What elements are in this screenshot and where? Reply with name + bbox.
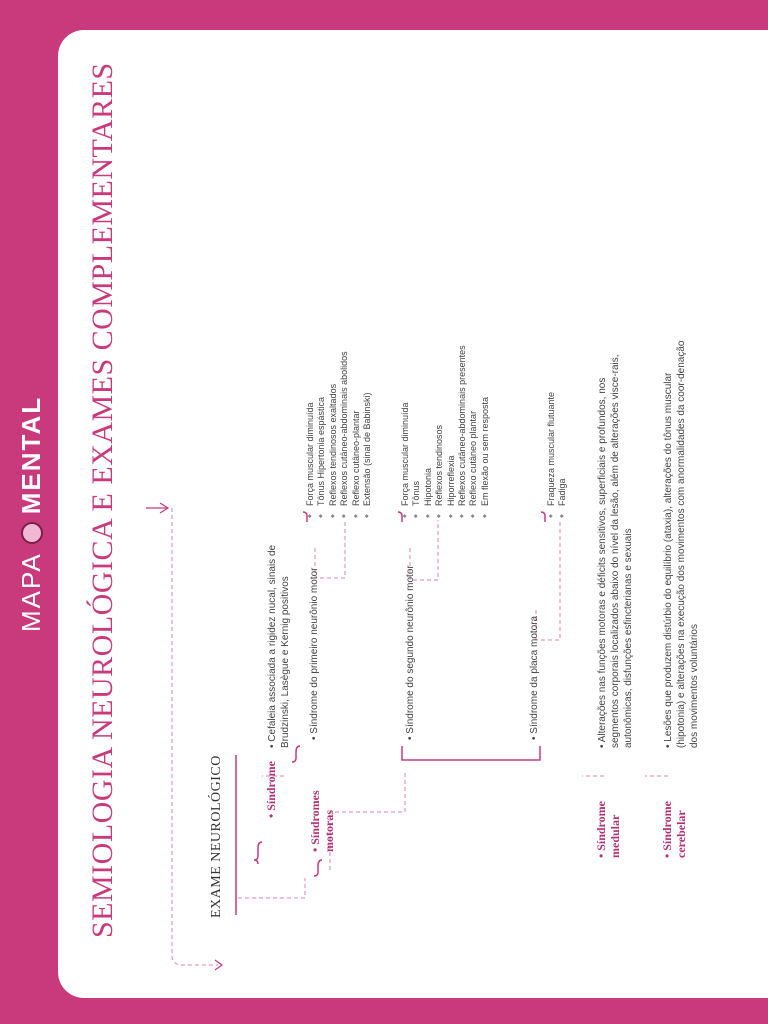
list-item: ◆ Reflexos tendinosos exaltados <box>328 351 339 518</box>
segundo-neuronio-list <box>400 345 491 518</box>
placa-motora: • Síndrome da placa motora <box>529 615 540 740</box>
list-item: ◆ Reflexo cutâneo plantar <box>468 345 479 518</box>
sindrome-description: • Cefaleia associada a rigidez nucal, sinais de Brudzinski, Lasègue e Kernig positivos <box>267 544 291 748</box>
segundo-neuronio: • Síndrome do segundo neurônio motor <box>405 565 416 740</box>
label-sindrome-cerebelar: • Síndrome cerebelar <box>660 801 688 858</box>
list-item: ◆ Tônus Hipertonia espástica <box>316 351 327 518</box>
list-item: ◆ Hiporreflexia <box>446 345 457 518</box>
label-sindromes-motoras: • Síndromes motoras <box>308 790 336 852</box>
primeiro-neuronio: • Síndrome do primeiro neurônio motor <box>309 567 320 740</box>
label-sindromes-motoras-text: Síndromes motoras <box>308 790 336 852</box>
page-title: SEMIOLOGIA NEUROLÓGICA E EXAMES COMPLEMENTARES <box>86 62 119 938</box>
cerebelar-description-text: Lesões que produzem distúrbio do equilíbrio (ataxia), alterações do tônus muscular (hipotonia) e alterações na execução dos movimentos com anormalidades da coor-denação dos movimentos voluntários <box>663 340 700 748</box>
list-item: ◆ Reflexos cutâneo-abdominais abolidos <box>339 351 350 518</box>
sindrome-description-text: Cefaleia associada a rigidez nucal, sinais de Brudzinski, Lasègue e Kernig positivos <box>267 544 291 748</box>
brand-light: MAPA <box>16 552 46 632</box>
list-item: ◆ Fraqueza muscular flutuante <box>546 392 557 518</box>
label-sindrome-text: Síndrome <box>264 761 278 811</box>
label-sindrome-cerebelar-text: Síndrome cerebelar <box>660 801 688 858</box>
list-item: ◆ Força muscular diminuída <box>400 345 411 518</box>
list-item: ◆ Hipotonia <box>423 345 434 518</box>
list-item: ◆ Em flexão ou sem resposta <box>480 345 491 518</box>
medular-description-text: Alterações nas funções motoras e déficits sensitivos, superficiais e profundos, nos segmentos corporais localizados abaixo do nível da lesão, além de alterações visce-rais, autonômicas, disfunções esfincterianas e sexuais <box>597 354 634 748</box>
list-item: ◆ Tônus <box>411 345 422 518</box>
placa-motora-text: Síndrome da placa motora <box>529 615 540 734</box>
primeiro-neuronio-text: Síndrome do primeiro neurônio motor <box>309 567 320 734</box>
medular-description: • Alterações nas funções motoras e déficits sensitivos, superficiais e profundos, nos segmentos corporais localizados abaixo do nível da lesão, além de alterações visce-rais, autonômicas, disfunções esfincterianas e sexuais <box>597 354 634 748</box>
label-sindrome-medular: • Síndrome medular <box>594 801 622 858</box>
list-item: ◆ Fadiga <box>557 392 568 518</box>
list-item: ◆ Força muscular diminuída <box>305 351 316 518</box>
primeiro-neuronio-list <box>305 351 373 518</box>
segundo-neuronio-text: Síndrome do segundo neurônio motor <box>405 565 416 734</box>
placa-motora-list <box>546 392 569 518</box>
section-title: EXAME NEUROLÓGICO <box>209 755 224 918</box>
label-sindrome-medular-text: Síndrome medular <box>594 801 622 858</box>
label-sindrome: • Síndrome <box>264 761 278 818</box>
list-item: ◆ Extensão (sinal de Babinski) <box>362 351 373 518</box>
list-item: ◆ Reflexo cutâneo-plantar <box>351 351 362 518</box>
brand-bold: MENTAL <box>16 395 46 515</box>
list-item: ◆ Reflexos tendinosos <box>434 345 445 518</box>
cerebelar-description: • Lesões que produzem distúrbio do equilíbrio (ataxia), alterações do tônus muscular (hipotonia) e alterações na execução dos movimentos com anormalidades da coor-denação dos movimentos voluntários <box>663 340 700 748</box>
list-item: ◆ Reflexos cutâneo-abdominais presentes <box>457 345 468 518</box>
